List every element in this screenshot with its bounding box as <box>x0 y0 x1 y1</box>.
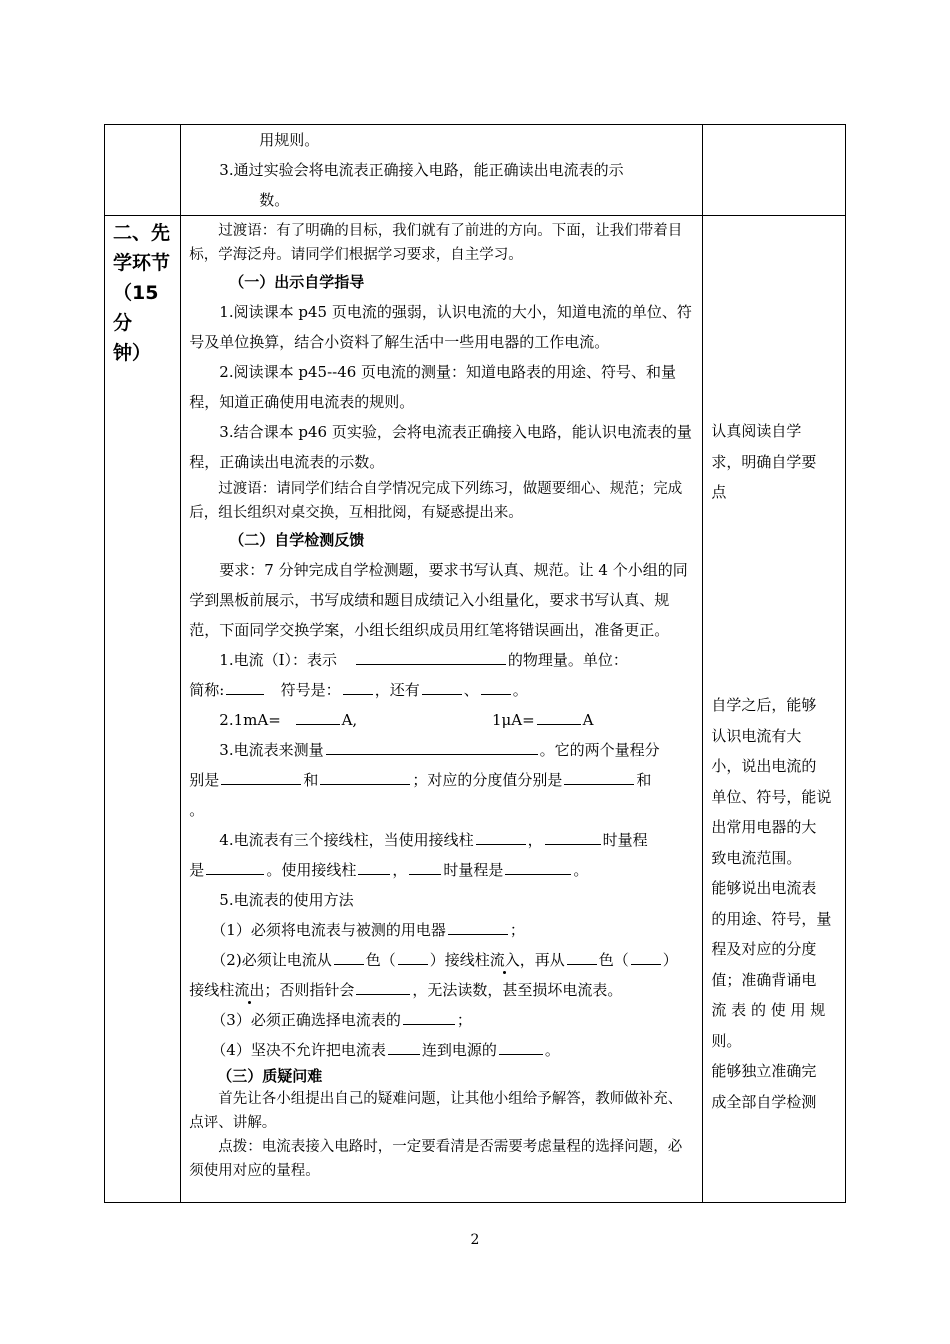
answer-blank[interactable] <box>481 677 511 695</box>
text: 别是 <box>189 771 220 789</box>
text: 色（ <box>365 951 396 969</box>
question-1-cont <box>181 675 702 705</box>
text: 的物理量。单位： <box>507 651 628 669</box>
text: A, <box>341 711 358 729</box>
page-number: 2 <box>470 1232 480 1248</box>
note-line: 能够独立准确完 <box>711 1062 817 1080</box>
text: 和 <box>636 771 652 789</box>
text: （4）坚决不允许把电流表 <box>211 1041 386 1059</box>
requirement-text: 要求：7 分钟完成自学检测题，要求书写认真、规范。让 4 个小组的同学到黑板前展示，书写成绩和题目成绩记入小组量化，要求书写认真、规范，下面同学交换学案，小组长组织成员用红笔将错误画出，准备更正。 <box>189 561 688 639</box>
question-5-4 <box>181 1035 702 1065</box>
note-line: 认真阅读自学 <box>711 422 802 440</box>
answer-blank[interactable] <box>499 1037 543 1055</box>
tip-text: 点拨：电流表接入电路时，一定要看清是否需要考虑量程的选择问题，必须使用对应的量程。 <box>189 1139 683 1179</box>
answer-blank[interactable] <box>564 767 634 785</box>
question-2 <box>181 705 702 735</box>
guide-item: 1.阅读课本 p45 页电流的强弱，认识电流的大小，知道电流的单位、符号及单位换算，结合小资料了解生活中一些用电器的工作电流。 <box>189 303 692 351</box>
answer-blank[interactable] <box>403 1007 455 1025</box>
text: ） <box>662 951 678 969</box>
emphasis-text: 流入 <box>489 951 520 969</box>
answer-blank[interactable] <box>356 647 506 665</box>
table-row <box>105 125 846 216</box>
answer-blank[interactable] <box>422 677 462 695</box>
text-line: 3.通过实验会将电流表正确接入电路，能正确读出电流表的示 <box>219 161 624 179</box>
note-line: 的用途、符号，量 <box>711 909 832 928</box>
text: （1）必须将电流表与被测的用电器 <box>211 921 446 939</box>
answer-blank[interactable] <box>545 827 601 845</box>
section-label <box>105 216 180 368</box>
answer-blank[interactable] <box>206 857 264 875</box>
note-block <box>703 690 837 1117</box>
text: 色（ <box>598 951 629 969</box>
answer-blank[interactable] <box>334 947 364 965</box>
answer-blank[interactable] <box>343 677 373 695</box>
question-5-1 <box>181 915 702 945</box>
note-line: 自学之后，能够 <box>711 696 817 714</box>
text: （2)必须让电流从 <box>211 951 332 969</box>
question-5-3 <box>181 1005 702 1035</box>
section-label-cell <box>105 216 181 1203</box>
text: 、 <box>463 681 479 699</box>
guide-item: 2.阅读课本 p45--46 页电流的测量：知道电路表的用途、符号、和量程，知道正确使用电流表的规则。 <box>189 363 677 411</box>
label-line: 钟） <box>113 342 152 364</box>
text-line: 用规则。 <box>259 131 320 149</box>
text-line: 数。 <box>259 191 290 209</box>
note-line: 小，说出电流的 <box>711 757 817 775</box>
answer-blank[interactable] <box>358 857 390 875</box>
label-line: （15 分 <box>113 282 159 334</box>
question-1 <box>181 645 702 675</box>
label-line: 学环节 <box>113 252 171 274</box>
text: 是 <box>189 861 205 879</box>
text: 。 <box>573 861 589 879</box>
text: 。 <box>544 1041 560 1059</box>
question-3-end: 。 <box>189 801 205 819</box>
answer-blank[interactable] <box>226 677 264 695</box>
answer-blank[interactable] <box>567 947 597 965</box>
answer-blank[interactable] <box>398 947 428 965</box>
note-line: 成全部自学检测 <box>711 1092 817 1111</box>
discussion-text: 首先让各小组提出自己的疑难问题，让其他小组给予解答，教师做补充、点评、讲解。 <box>189 1091 683 1131</box>
text: 。它的两个量程分 <box>539 741 660 759</box>
note-line: 则。 <box>711 1031 742 1050</box>
answer-blank[interactable] <box>476 827 526 845</box>
table-row <box>105 216 846 1203</box>
note-line: 认识电流有大 <box>711 726 802 745</box>
text: ；对应的分度值分别是 <box>412 771 563 789</box>
answer-blank[interactable] <box>221 767 301 785</box>
text: ）接线柱 <box>429 951 490 969</box>
text: 4.电流表有三个接线柱，当使用接线柱 <box>219 831 474 849</box>
text: 符号是： <box>280 681 341 699</box>
answer-blank[interactable] <box>356 977 410 995</box>
answer-blank[interactable] <box>448 917 508 935</box>
answer-blank[interactable] <box>320 767 410 785</box>
note-line: 出常用电器的大 <box>711 818 817 836</box>
text: 1μA= <box>491 711 535 729</box>
question-3 <box>181 735 702 765</box>
note-line: 求，明确自学要 <box>711 452 817 471</box>
note-line: 值；准确背诵电 <box>711 970 817 989</box>
text: 和 <box>303 771 319 789</box>
text: ，还有 <box>374 681 420 699</box>
text: 时量程是 <box>443 861 504 879</box>
section-heading: （三）质疑问难 <box>217 1067 323 1085</box>
transition-text: 过渡语：请同学们结合自学情况完成下列练习，做题要细心、规范；完成后，组长组织对桌交换，互相批阅，有疑惑提出来。 <box>189 481 683 521</box>
text: ；否则指针会 <box>264 981 355 999</box>
section-heading: （二）自学检测反馈 <box>229 531 365 549</box>
text: ； <box>456 1011 472 1029</box>
note-line: 能够说出电流表 <box>711 879 817 897</box>
answer-blank[interactable] <box>388 1037 420 1055</box>
note-line: 流 表 的 使 用 规 <box>711 1001 826 1019</box>
answer-blank[interactable] <box>296 707 340 725</box>
lesson-plan-table <box>104 124 846 1203</box>
text: 2.1mA= <box>219 711 281 729</box>
text: ； <box>509 921 525 939</box>
text: 简称: <box>189 681 225 699</box>
note-column <box>703 216 845 1202</box>
note-cell <box>703 216 846 1203</box>
question-5: 5.电流表的使用方法 <box>219 891 354 909</box>
text: ， <box>527 831 543 849</box>
guide-item: 3.结合课本 p46 页实验，会将电流表正确接入电路，能认识电流表的量程，正确读出电流表的示数。 <box>189 423 692 471</box>
section-heading: （一）出示自学指导 <box>229 273 365 291</box>
note-line: 点 <box>711 483 727 501</box>
transition-text: 过渡语：有了明确的目标，我们就有了前进的方向。下面，让我们带着目标，学海泛舟。请同学们根据学习要求，自主学习。 <box>189 223 683 263</box>
text: 。 <box>512 681 528 699</box>
answer-blank[interactable] <box>537 707 581 725</box>
question-4 <box>181 825 702 855</box>
note-block <box>703 416 822 508</box>
question-4-cont <box>181 855 702 885</box>
answer-blank[interactable] <box>409 857 441 875</box>
answer-blank[interactable] <box>505 857 571 875</box>
note-cell <box>703 125 846 216</box>
content-cell <box>181 125 703 216</box>
question-5-2-cont <box>181 975 702 1005</box>
note-line: 致电流范围。 <box>711 848 802 867</box>
text: 连到电源的 <box>421 1041 497 1059</box>
text: ， <box>392 861 408 879</box>
text: A <box>582 711 594 729</box>
answer-blank[interactable] <box>631 947 661 965</box>
emphasis-text: 流出 <box>234 981 265 999</box>
question-3-cont <box>181 765 702 795</box>
label-line: 二、先 <box>113 222 171 244</box>
note-line: 单位、符号，能说 <box>711 787 832 806</box>
text: 3.电流表来测量 <box>219 741 324 759</box>
question-5-2 <box>181 945 702 975</box>
text: 接线柱 <box>189 981 235 999</box>
text: ，再从 <box>519 951 565 969</box>
answer-blank[interactable] <box>326 737 538 755</box>
text: ，无法读数，甚至损坏电流表。 <box>412 981 623 999</box>
note-line: 程及对应的分度 <box>711 940 817 958</box>
content-cell <box>181 216 703 1203</box>
text: 1.电流（I）：表示 <box>219 651 338 669</box>
text: （3）必须正确选择电流表的 <box>211 1011 401 1029</box>
section-label-cell <box>105 125 181 216</box>
text: 时量程 <box>602 831 648 849</box>
text: 。使用接线柱 <box>266 861 357 879</box>
